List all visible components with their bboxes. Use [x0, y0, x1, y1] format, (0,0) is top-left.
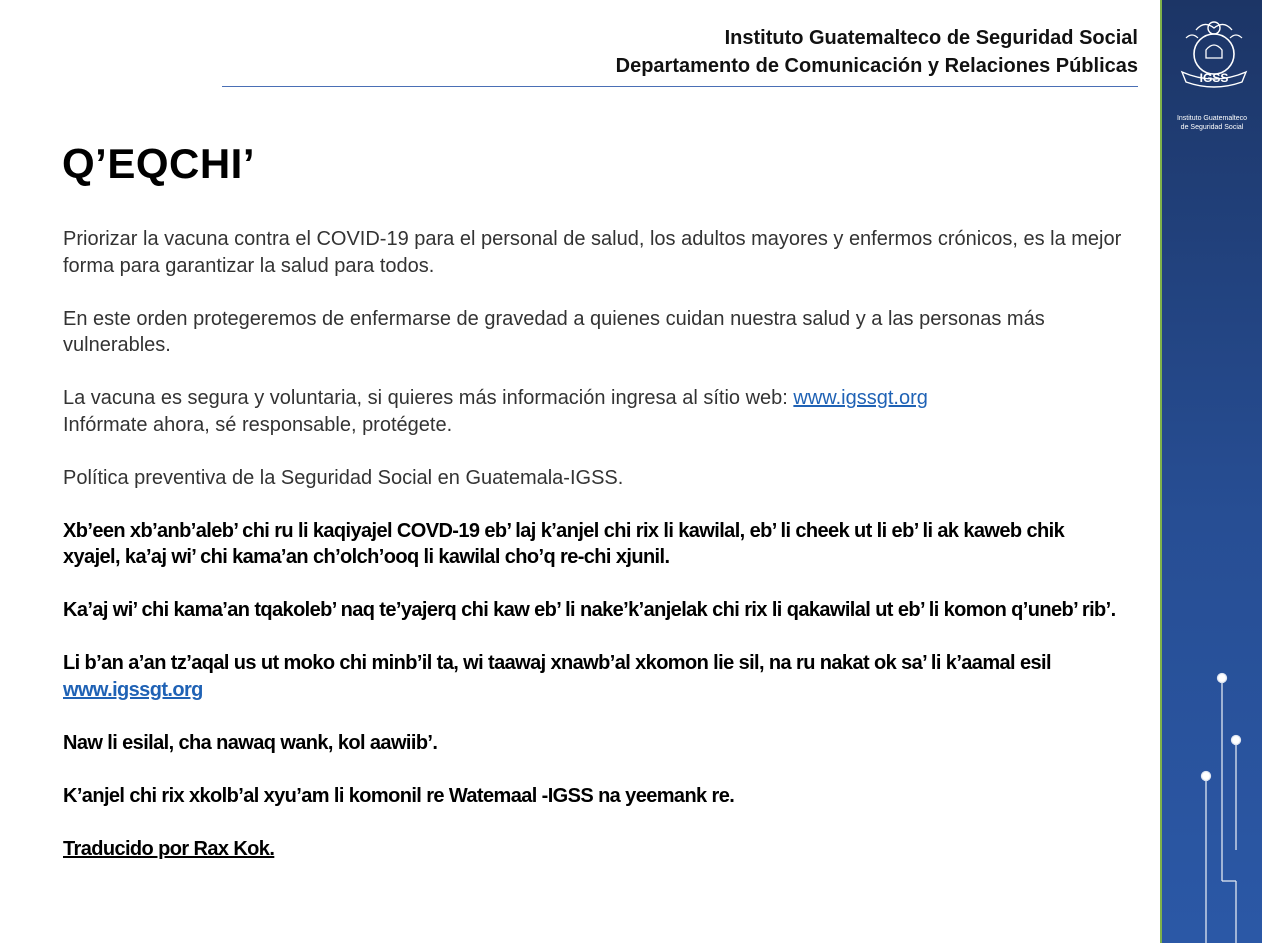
document-body	[63, 226, 1123, 889]
page-title: Q’EQCHI’	[62, 140, 256, 187]
igss-logo	[1176, 14, 1252, 92]
qeqchi-paragraph-5: K’anjel chi rix xkolb’al xyu’am li komonil re Watemaal -IGSS na yeemank re.	[63, 784, 735, 807]
header-divider	[222, 86, 1138, 87]
spanish-paragraph-3: La vacuna es segura y voluntaria, si quieres más información ingresa al sítio web: www.igssgt.org Infórmate ahora, sé responsable, protégete.	[63, 387, 928, 436]
igss-website-link-qeqchi[interactable]: www.igssgt.org	[63, 678, 203, 701]
department-name: Departamento de Comunicación y Relaciones Públicas	[615, 55, 1138, 77]
qeqchi-paragraph-2: Ka’aj wi’ chi kama’an tqakoleb’ naq te’yajerq chi kaw eb’ li nake’k’anjelak chi rix li qakawilal ut eb’ li komon q’uneb’ rib’.	[63, 599, 1116, 621]
spanish-paragraph-2: En este orden protegeremos de enfermarse de gravedad a quienes cuidan nuestra salud y a las personas más vulnerables.	[63, 307, 1045, 356]
spanish-paragraph-4: Política preventiva de la Seguridad Social en Guatemala-IGSS.	[63, 466, 624, 489]
igss-website-link[interactable]: www.igssgt.org	[793, 387, 928, 409]
document-header	[616, 24, 1138, 80]
institute-name: Instituto Guatemalteco de Seguridad Social	[724, 27, 1138, 49]
svg-text:IGSS: IGSS	[1199, 71, 1229, 85]
spanish-paragraph-1: Priorizar la vacuna contra el COVID-19 para el personal de salud, los adultos mayores y enfermos crónicos, es la mejor forma para garantizar la salud para todos.	[63, 228, 1122, 277]
qeqchi-paragraph-4: Naw li esilal, cha nawaq wank, kol aawiib’.	[63, 731, 438, 754]
logo-caption: Instituto Guatemalteco de Seguridad Social	[1176, 115, 1248, 131]
qeqchi-paragraph-1: Xb’een xb’anb’aleb’ chi ru li kaqiyajel COVD-19 eb’ laj k’anjel chi rix li kawilal, eb’ li cheek ut li eb’ li ak kaweb chik xyajel, ka’aj wi’ chi kama’an ch’olch’ooq li kawilal cho’q re-chi xjunil.	[63, 519, 1065, 568]
circuit-decoration	[1198, 670, 1258, 943]
translation-credit: Traducido por Rax Kok.	[63, 837, 275, 860]
brand-sidebar	[1160, 0, 1262, 943]
qeqchi-paragraph-3: Li b’an a’an tz’aqal us ut moko chi minb’il ta, wi taawaj xnawb’al xkomon lie sil, na ru nakat ok sa’ li k’aamal esil www.igssgt.org	[63, 652, 1051, 701]
